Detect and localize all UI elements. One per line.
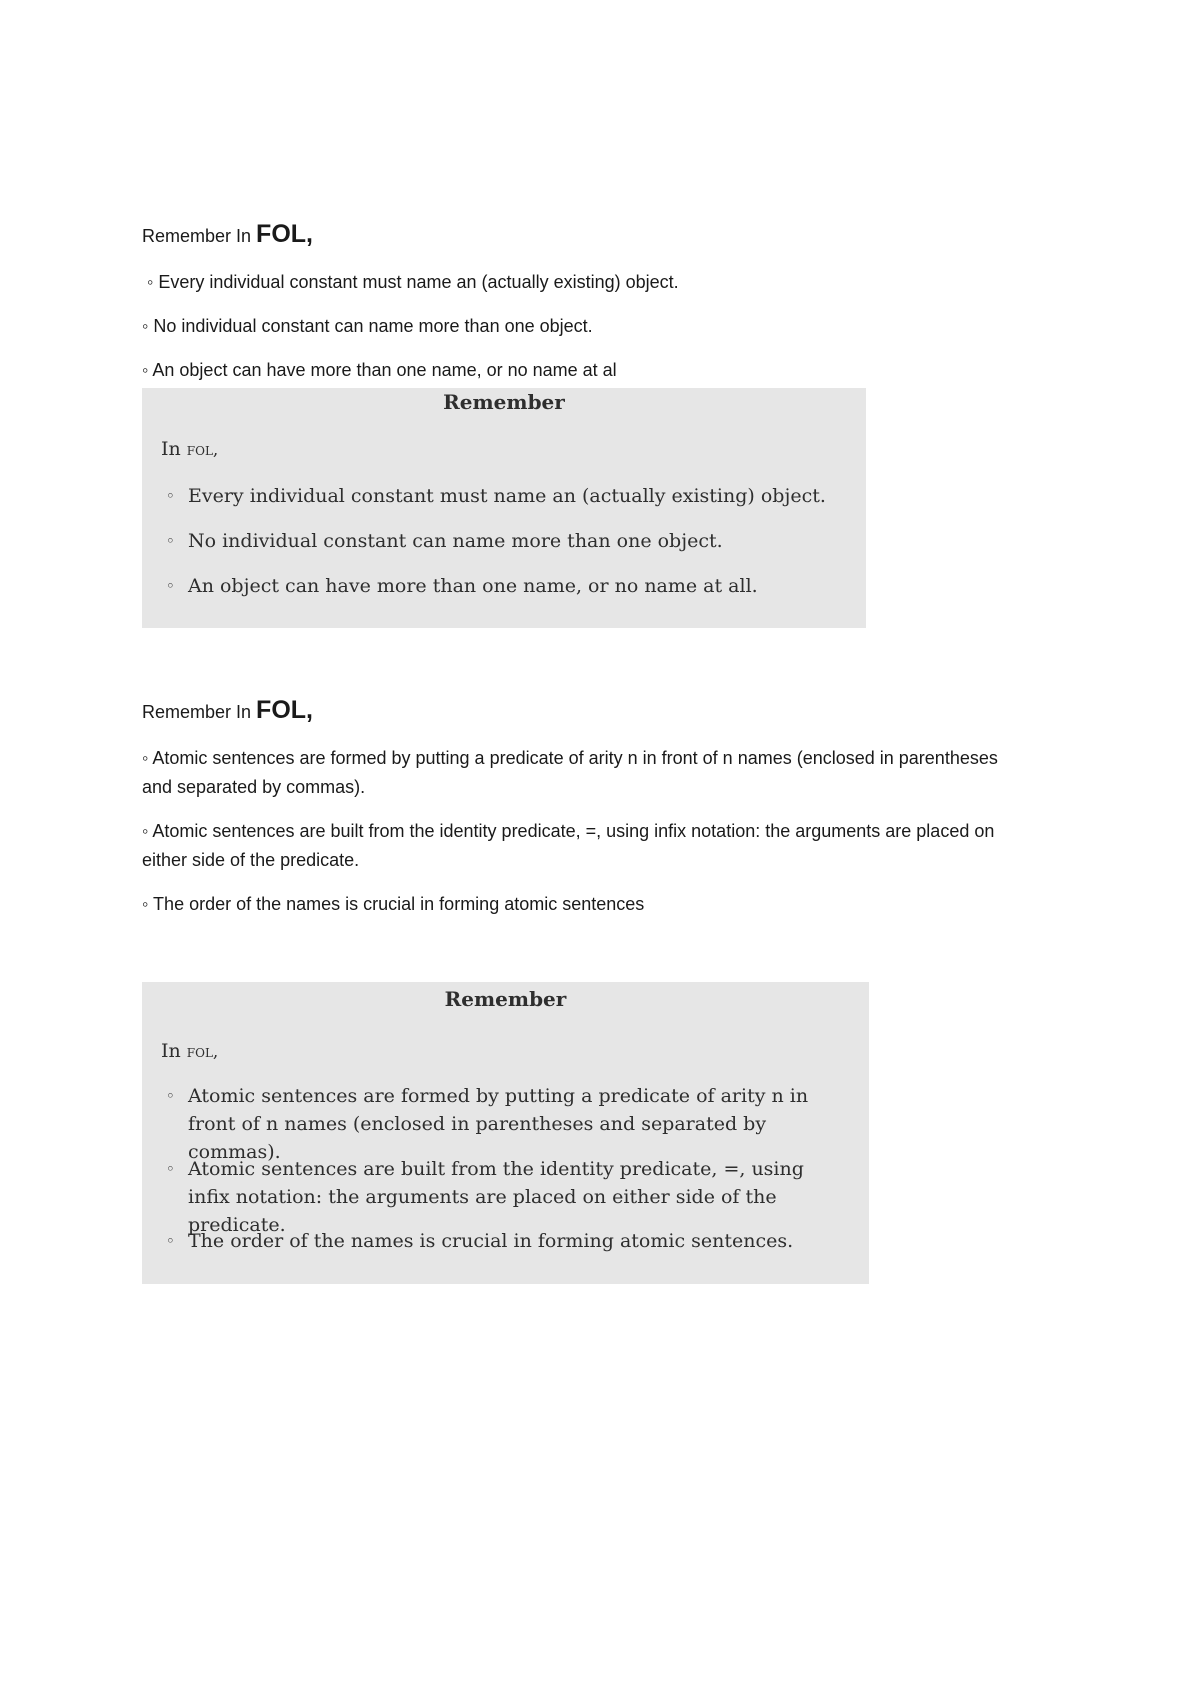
section2-line-2: ◦ Atomic sentences are built from the identity predicate, =, using infix notation: the arguments are placed on either side of the predicate. bbox=[142, 821, 995, 870]
bullet-circle-icon: ◦ bbox=[166, 577, 175, 595]
section1-box-intro-fol: fol, bbox=[186, 440, 219, 460]
section1-heading-prefix: Remember In bbox=[142, 226, 257, 246]
section2-box-intro-prefix: In bbox=[161, 1040, 187, 1062]
section1-box-item-2 bbox=[166, 527, 838, 555]
section1-box-title: Remember bbox=[443, 390, 565, 414]
bullet-circle-icon: ◦ bbox=[166, 1232, 175, 1250]
section2-heading bbox=[142, 696, 313, 725]
section1-line-1: ◦ Every individual constant must name an (actually existing) object. bbox=[147, 272, 679, 292]
section2-box-item-1 bbox=[166, 1082, 838, 1166]
section1-box-intro bbox=[161, 438, 218, 460]
section2-box-intro-fol: fol, bbox=[186, 1042, 219, 1062]
section2-box-item-3 bbox=[166, 1227, 838, 1255]
section2-box-intro bbox=[161, 1040, 218, 1062]
section2-heading-strong: FOL, bbox=[256, 696, 313, 724]
section1-box-item-3 bbox=[166, 572, 838, 600]
section2-box-item-text: Atomic sentences are built from the identity predicate, =, using infix notation: the arguments are placed on either side of the predicate. bbox=[188, 1158, 804, 1236]
section1-box-item-text: No individual constant can name more than one object. bbox=[188, 530, 723, 552]
section2-line-1: ◦ Atomic sentences are formed by putting a predicate of arity n in front of n names (enclosed in parentheses and separated by commas). bbox=[142, 748, 998, 797]
bullet-circle-icon: ◦ bbox=[166, 487, 175, 505]
section1-box-item-1 bbox=[166, 482, 838, 510]
section2-line-3: ◦ The order of the names is crucial in forming atomic sentences bbox=[142, 894, 645, 914]
section1-heading bbox=[142, 220, 313, 249]
bullet-circle-icon: ◦ bbox=[166, 1087, 175, 1105]
bullet-circle-icon: ◦ bbox=[166, 1160, 175, 1178]
section1-box-item-text: Every individual constant must name an (actually existing) object. bbox=[188, 485, 826, 507]
section1-heading-strong: FOL, bbox=[256, 220, 313, 248]
section1-box-intro-prefix: In bbox=[161, 438, 187, 460]
section2-heading-prefix: Remember In bbox=[142, 702, 257, 722]
section2-box-title: Remember bbox=[444, 987, 567, 1011]
section1-line-3: ◦ An object can have more than one name, or no name at al bbox=[142, 360, 617, 380]
section1-remember-box bbox=[142, 388, 866, 628]
section1-line-2: ◦ No individual constant can name more than one object. bbox=[142, 316, 593, 336]
section2-remember-box bbox=[142, 982, 869, 1284]
section2-box-item-text: The order of the names is crucial in forming atomic sentences. bbox=[188, 1230, 794, 1252]
section1-box-item-text: An object can have more than one name, or no name at all. bbox=[188, 575, 758, 597]
bullet-circle-icon: ◦ bbox=[166, 532, 175, 550]
section2-box-item-text: Atomic sentences are formed by putting a predicate of arity n in front of n names (enclosed in parentheses and separated by commas). bbox=[188, 1085, 809, 1163]
